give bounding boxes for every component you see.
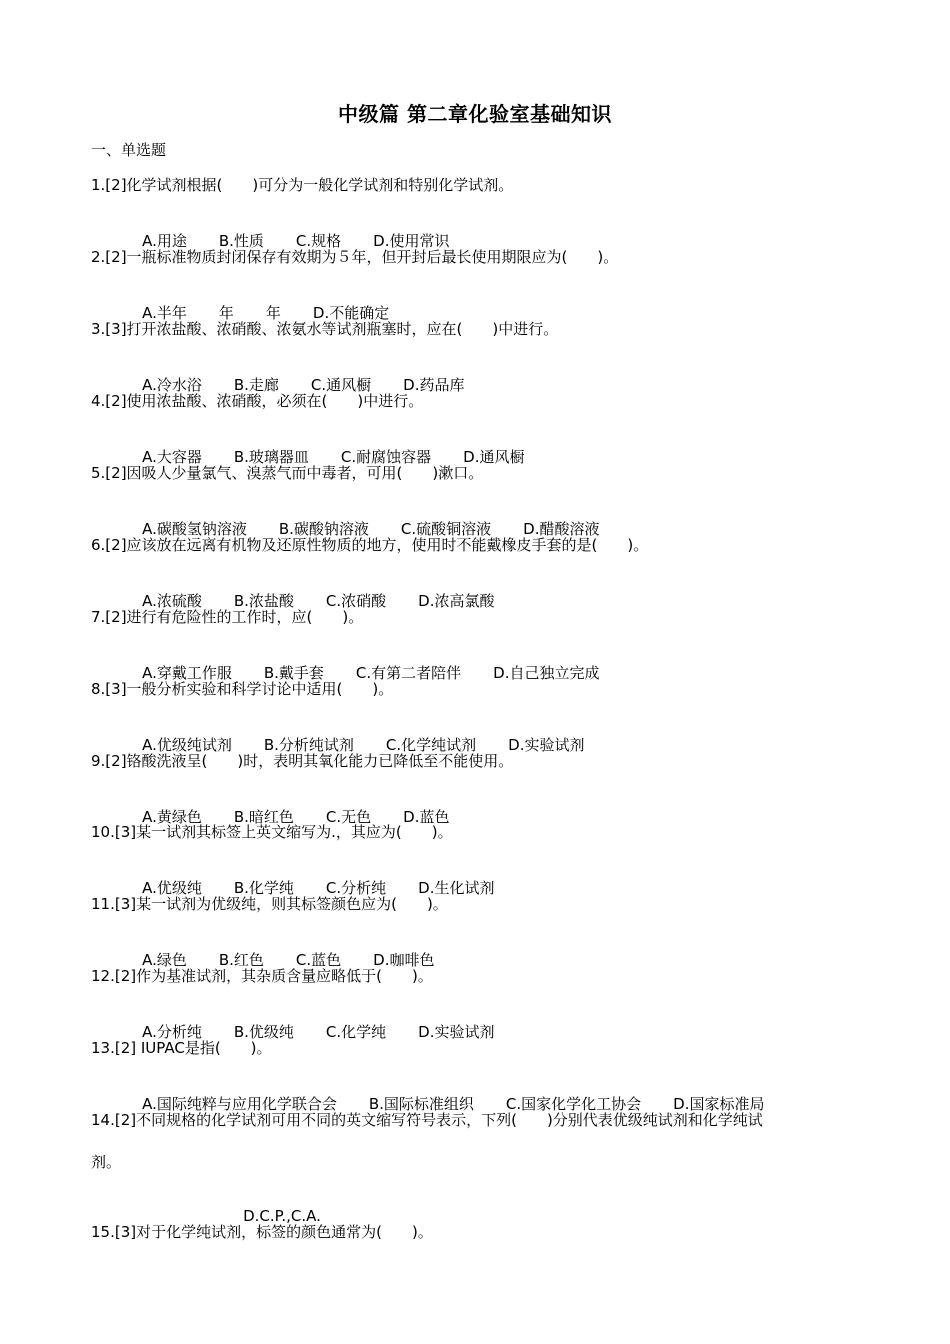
option-c: C.化学纯 (325, 1023, 387, 1041)
option-b: 年 (218, 304, 234, 322)
option-b: B.玻璃器皿 (233, 448, 309, 466)
option-c: C.硫酸铜溶液 (400, 520, 492, 538)
question-15: 15.[3]对于化学纯试剂，标签的颜色通常为( )。 (91, 1223, 433, 1241)
option-b: B.暗红色 (233, 808, 294, 826)
option-c: C.蓝色 (295, 951, 342, 969)
option-a: A.优级纯 (142, 879, 202, 897)
option-a: A.浓硫酸 (142, 592, 202, 610)
option-b: B.优级纯 (233, 1023, 294, 1041)
question-14-continuation: 剂。 (91, 1153, 122, 1171)
question-14: 14.[2]不同规格的化学试剂可用不同的英文缩写符号表示，下列( )分别代表优级纯试剂和化学纯试 (91, 1111, 763, 1129)
option-a: A.分析纯 (142, 1023, 202, 1041)
option-d: D.C.P.,C.A. (243, 1207, 321, 1225)
option-b: B.红色 (218, 951, 264, 969)
option-d: D.国家标准局 (673, 1095, 765, 1113)
option-d: D.使用常识 (373, 232, 450, 250)
option-a: A.穿戴工作服 (142, 664, 232, 682)
option-a: A.碳酸氢钠溶液 (142, 520, 247, 538)
option-c: C.耐腐蚀容器 (340, 448, 432, 466)
option-d: D.实验试剂 (508, 736, 585, 754)
option-c: C.化学纯试剂 (385, 736, 477, 754)
option-c: C.浓硝酸 (325, 592, 387, 610)
option-a: A.黄绿色 (142, 808, 202, 826)
option-b: B.性质 (218, 232, 264, 250)
option-b: B.浓盐酸 (233, 592, 294, 610)
question-4: 4.[2]使用浓盐酸、浓硝酸，必须在( )中进行。 (91, 392, 424, 410)
option-d: D.药品库 (403, 376, 465, 394)
option-b: B.戴手套 (263, 664, 324, 682)
option-c: C.无色 (325, 808, 372, 826)
option-d: D.浓高氯酸 (418, 592, 495, 610)
question-9: 9.[2]铬酸洗液呈( )时，表明其氧化能力已降低至不能使用。 (91, 752, 514, 770)
option-a: A.冷水浴 (142, 376, 202, 394)
option-a: A.绿色 (142, 951, 187, 969)
option-c: C.规格 (295, 232, 342, 250)
option-a: A.优级纯试剂 (142, 736, 232, 754)
question-13: 13.[2] IUPAC是指( )。 (91, 1039, 272, 1057)
question-12: 12.[2]作为基准试剂，其杂质含量应略低于( )。 (91, 967, 433, 985)
option-b: B.国际标准组织 (368, 1095, 474, 1113)
option-d: D.实验试剂 (418, 1023, 495, 1041)
option-c: 年 (265, 304, 281, 322)
option-d: D.不能确定 (312, 304, 390, 322)
option-c: C.国家化学化工协会 (505, 1095, 642, 1113)
question-3: 3.[3]打开浓盐酸、浓硝酸、浓氨水等试剂瓶塞时，应在( )中进行。 (91, 320, 559, 338)
page-title: 中级篇 第二章化验室基础知识 (338, 102, 612, 126)
question-6: 6.[2]应该放在远离有机物及还原性物质的地方，使用时不能戴橡皮手套的是( )。 (91, 536, 649, 554)
option-b: B.分析纯试剂 (263, 736, 354, 754)
option-a: A.大容器 (142, 448, 202, 466)
option-c: C.有第二者陪伴 (355, 664, 462, 682)
option-b: B.化学纯 (233, 879, 294, 897)
option-d: D.通风橱 (463, 448, 525, 466)
option-d: D.咖啡色 (373, 951, 435, 969)
option-c: C.通风橱 (310, 376, 372, 394)
option-b: B.碳酸钠溶液 (278, 520, 369, 538)
question-1: 1.[2]化学试剂根据( )可分为一般化学试剂和特别化学试剂。 (91, 176, 514, 194)
question-11: 11.[3]某一试剂为优级纯，则其标签颜色应为( )。 (91, 895, 448, 913)
question-7: 7.[2]进行有危险性的工作时，应( )。 (91, 608, 364, 626)
question-10: 10.[3]某一试剂其标签上英文缩写为.，其应为( )。 (91, 823, 453, 841)
option-b: B.走廊 (233, 376, 279, 394)
option-a: A.半年 (142, 304, 187, 322)
question-2: 2.[2]一瓶标准物质封闭保存有效期为５年，但开封后最长使用期限应为( )。 (91, 248, 619, 266)
option-a: A.用途 (142, 232, 187, 250)
option-d: D.自己独立完成 (493, 664, 600, 682)
option-d: D.生化试剂 (418, 879, 495, 897)
option-d: D.醋酸溶液 (523, 520, 600, 538)
option-c: C.分析纯 (325, 879, 387, 897)
section-heading: 一、单选题 (91, 141, 167, 159)
option-a: A.国际纯粹与应用化学联合会 (142, 1095, 337, 1113)
option-d: D.蓝色 (403, 808, 450, 826)
question-8: 8.[3]一般分析实验和科学讨论中适用( )。 (91, 680, 394, 698)
question-5: 5.[2]因吸人少量氯气、溴蒸气而中毒者，可用( )漱口。 (91, 464, 484, 482)
